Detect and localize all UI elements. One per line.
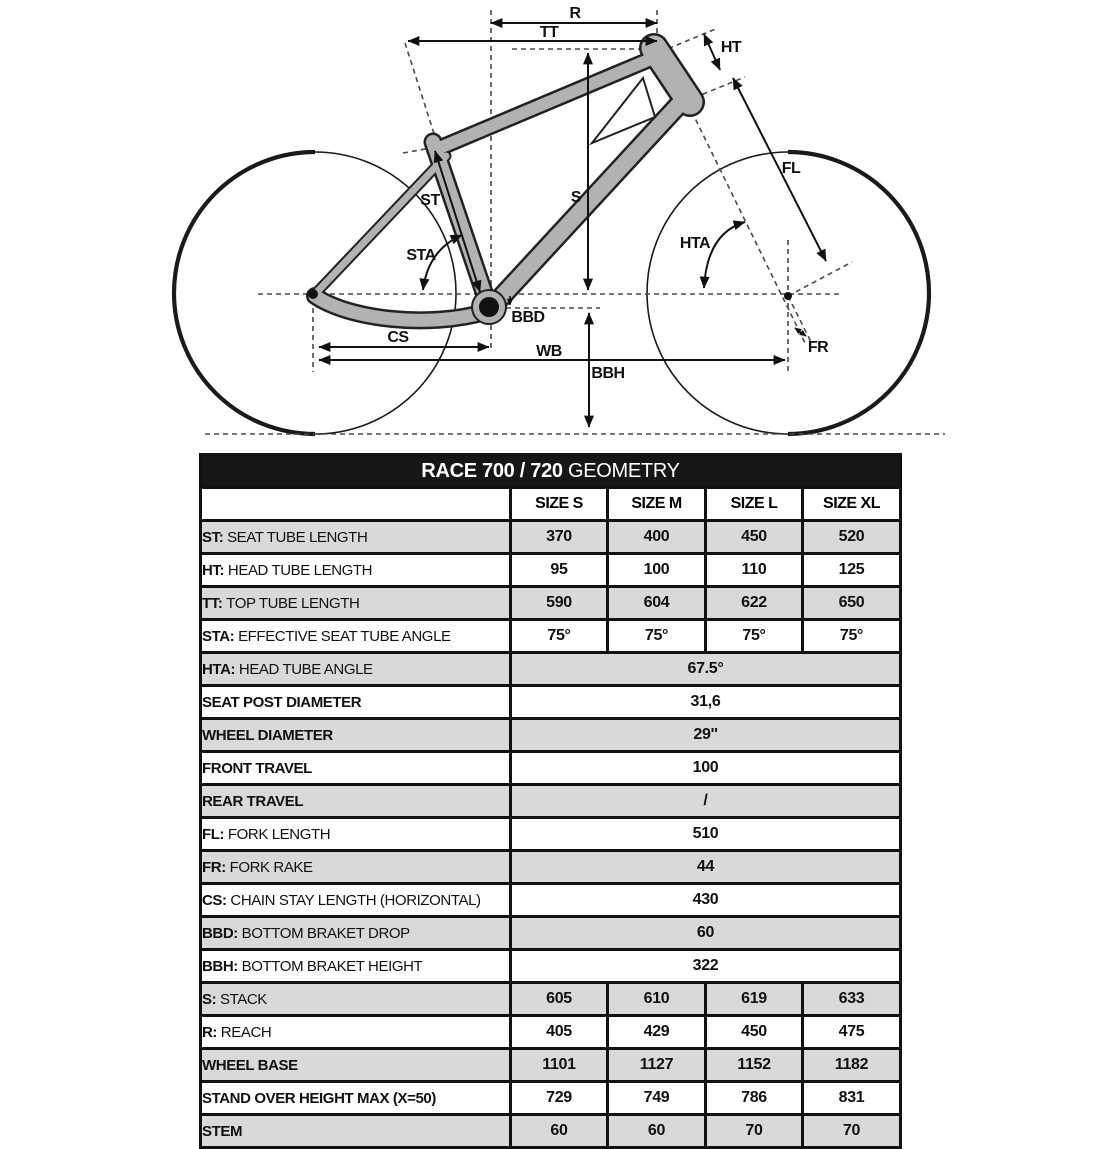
row-value: 475 — [803, 1016, 901, 1049]
table-title — [201, 455, 901, 488]
label-fork-length: FL — [781, 160, 801, 177]
table-row — [201, 1049, 901, 1082]
table-row — [201, 818, 901, 851]
table-row — [201, 851, 901, 884]
label-head-tube-angle: HTA — [679, 235, 711, 252]
row-value: 75° — [608, 620, 706, 653]
label-reach: R — [569, 5, 581, 22]
row-label: CS: CHAIN STAY LENGTH (HORIZONTAL) — [201, 884, 511, 917]
geometry-table — [199, 453, 902, 1149]
row-value: 604 — [608, 587, 706, 620]
row-value: 60 — [608, 1115, 706, 1148]
table-row — [201, 1016, 901, 1049]
size-s-header: SIZE S — [511, 488, 608, 521]
size-m-header: SIZE M — [608, 488, 706, 521]
axle-perp-dash — [788, 262, 852, 296]
row-value: 95 — [511, 554, 608, 587]
row-value: 590 — [511, 587, 608, 620]
row-value-merged: 100 — [511, 752, 901, 785]
label-chain-stay: CS — [387, 329, 409, 346]
table-row — [201, 785, 901, 818]
row-label: HTA: HEAD TUBE ANGLE — [201, 653, 511, 686]
row-label: S: STACK — [201, 983, 511, 1016]
row-value: 450 — [706, 521, 803, 554]
row-value-merged: 44 — [511, 851, 901, 884]
label-seat-tube: ST — [420, 192, 440, 209]
row-value: 605 — [511, 983, 608, 1016]
table-row — [201, 950, 901, 983]
frame — [308, 48, 792, 324]
table-row — [201, 719, 901, 752]
row-label: R: REACH — [201, 1016, 511, 1049]
row-label: WHEEL DIAMETER — [201, 719, 511, 752]
row-value: 520 — [803, 521, 901, 554]
row-value: 429 — [608, 1016, 706, 1049]
table-title-bold: RACE 700 / 720 — [421, 459, 563, 482]
row-value: 831 — [803, 1082, 901, 1115]
row-label: FL: FORK LENGTH — [201, 818, 511, 851]
label-fork-rake: FR — [807, 339, 829, 356]
dim-head-tube — [704, 34, 720, 70]
bottom-bracket-dot — [479, 297, 499, 317]
row-label: SEAT POST DIAMETER — [201, 686, 511, 719]
row-value: 70 — [706, 1115, 803, 1148]
row-value: 75° — [706, 620, 803, 653]
table-row — [201, 653, 901, 686]
rear-axle-dot — [308, 289, 318, 299]
row-label: HT: HEAD TUBE LENGTH — [201, 554, 511, 587]
row-value: 70 — [803, 1115, 901, 1148]
table-row — [201, 587, 901, 620]
row-label: ST: SEAT TUBE LENGTH — [201, 521, 511, 554]
table-row — [201, 884, 901, 917]
row-value-merged: 60 — [511, 917, 901, 950]
row-value: 786 — [706, 1082, 803, 1115]
size-header-row — [201, 488, 901, 521]
row-value: 749 — [608, 1082, 706, 1115]
row-value: 610 — [608, 983, 706, 1016]
row-value-merged: 322 — [511, 950, 901, 983]
row-value: 370 — [511, 521, 608, 554]
dim-head-tube-angle-arc — [704, 222, 745, 288]
row-label: FRONT TRAVEL — [201, 752, 511, 785]
row-value: 75° — [511, 620, 608, 653]
row-value: 622 — [706, 587, 803, 620]
empty-header-cell — [201, 488, 511, 521]
row-label: BBH: BOTTOM BRAKET HEIGHT — [201, 950, 511, 983]
table-row — [201, 752, 901, 785]
front-axle-dot — [784, 292, 792, 300]
row-label: STAND OVER HEIGHT MAX (X=50) — [201, 1082, 511, 1115]
row-value: 400 — [608, 521, 706, 554]
row-value-merged: / — [511, 785, 901, 818]
table-row — [201, 917, 901, 950]
label-stack: S — [570, 189, 582, 206]
table-row — [201, 521, 901, 554]
row-label: FR: FORK RAKE — [201, 851, 511, 884]
row-value: 633 — [803, 983, 901, 1016]
row-value: 1127 — [608, 1049, 706, 1082]
row-label: BBD: BOTTOM BRAKET DROP — [201, 917, 511, 950]
label-top-tube: TT — [539, 24, 559, 41]
row-label: STEM — [201, 1115, 511, 1148]
table-title-regular: GEOMETRY — [568, 459, 680, 482]
row-value-merged: 31,6 — [511, 686, 901, 719]
table-row — [201, 983, 901, 1016]
label-bb-drop: BBD — [511, 309, 545, 326]
row-value: 1182 — [803, 1049, 901, 1082]
bike-geometry-diagram — [0, 0, 1100, 448]
row-value: 125 — [803, 554, 901, 587]
row-value: 1101 — [511, 1049, 608, 1082]
row-value-merged: 29'' — [511, 719, 901, 752]
row-label: WHEEL BASE — [201, 1049, 511, 1082]
row-label: STA: EFFECTIVE SEAT TUBE ANGLE — [201, 620, 511, 653]
axle-parallel-dash — [788, 296, 812, 344]
row-value: 619 — [706, 983, 803, 1016]
row-value: 110 — [706, 554, 803, 587]
row-value: 729 — [511, 1082, 608, 1115]
table-row — [201, 554, 901, 587]
row-value-merged: 510 — [511, 818, 901, 851]
table-title-row — [201, 455, 901, 488]
row-value: 1152 — [706, 1049, 803, 1082]
label-seat-tube-angle: STA — [406, 247, 436, 264]
geometry-table-body — [201, 521, 901, 1148]
row-label: REAR TRAVEL — [201, 785, 511, 818]
table-row — [201, 686, 901, 719]
label-wheel-base: WB — [536, 343, 562, 360]
row-value: 75° — [803, 620, 901, 653]
size-xl-header: SIZE XL — [803, 488, 901, 521]
dim-fork-length — [733, 78, 826, 261]
label-bb-height: BBH — [591, 365, 625, 382]
row-value-merged: 430 — [511, 884, 901, 917]
table-row — [201, 620, 901, 653]
table-row — [201, 1082, 901, 1115]
row-value: 60 — [511, 1115, 608, 1148]
row-value: 450 — [706, 1016, 803, 1049]
dim-seat-tube — [435, 151, 480, 292]
label-head-tube: HT — [720, 39, 742, 56]
row-value-merged: 67.5° — [511, 653, 901, 686]
row-label: TT: TOP TUBE LENGTH — [201, 587, 511, 620]
table-row — [201, 1115, 901, 1148]
size-l-header: SIZE L — [706, 488, 803, 521]
row-value: 650 — [803, 587, 901, 620]
row-value: 100 — [608, 554, 706, 587]
row-value: 405 — [511, 1016, 608, 1049]
